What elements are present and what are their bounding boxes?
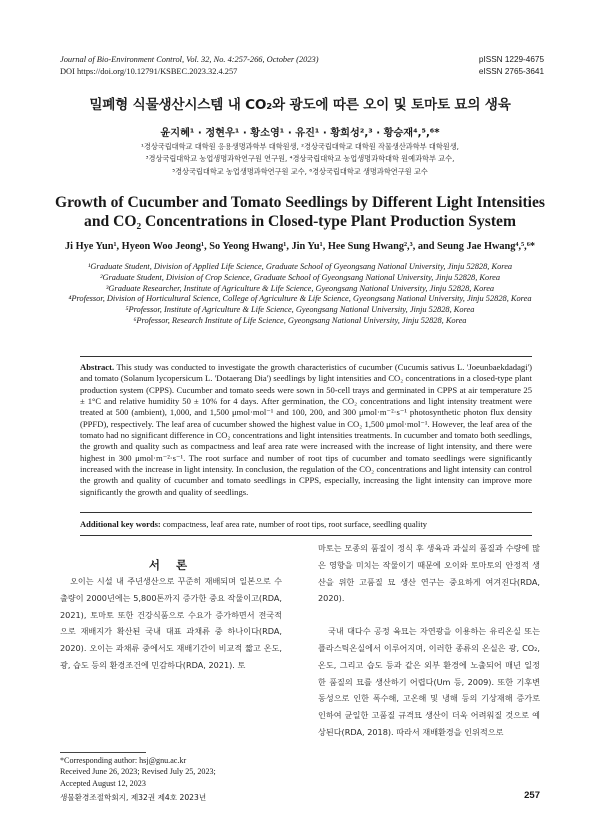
keywords-text: compactness, leaf area rate, number of root tips, root surface, seedling quality [160,519,428,529]
footnote [60,755,282,789]
intro-left-column: 오이는 시설 내 주년생산으로 꾸준히 재배되며 일본으로 수출량이 2000년에는 5,800톤까지 증가한 중요 작물이고(RDA, 2021), 토마토 또한 건강식품으로 수요가 증가하면서 전국적으로 재배지가 확산된 국내 대표 과채류 중 하나이다(RDA, 2020). 오이는 과채류 중에서도 재배기간이 비교적 짧고 온도, 광, 습도 등의 환경조건에 민감하다(RDA, 2021). 토 [60,576,282,670]
english-authors: Ji Hye Yun¹, Hyeon Woo Jeong¹, So Yeong Hwang¹, Jin Yu¹, Hee Sung Hwang²,³, and Seung Jae Hwang⁴,⁵,⁶* [65,241,535,252]
abstract-label: Abstract. [80,362,115,372]
pissn: pISSN 1229-4675 [478,55,544,64]
korean-affiliation-line: ¹경상국립대학교 대학원 응용생명과학부 대학원생, ²경상국립대학교 대학원 작물생산과학부 대학원생, [141,142,459,151]
korean-affiliation-line: ³경상국립대학교 농업생명과학연구원 연구원, ⁴경상국립대학교 농업생명과학대학 원예과학부 교수, [145,154,455,164]
section-title-introduction: 서 론 [148,558,194,572]
keywords-rule [80,535,532,536]
abstract [80,362,532,498]
footnote-rule [60,752,146,753]
english-affiliation-line: ²Graduate Student, Division of Crop Science, Graduate School of Gyeongsang National University, Jinju 52828, Korea [99,272,501,282]
english-affiliation-line: ⁵Professor, Institute of Agriculture & Life Science, Gyeongsang National University, Jinju 52828, Korea [125,305,475,315]
korean-affiliation-line: ⁵경상국립대학교 농업생명과학연구원 교수, ⁶경상국립대학교 생명과학연구원 교수 [172,166,428,176]
korean-affiliations [30,141,570,178]
keywords [80,519,532,529]
english-affiliation-line: ⁶Professor, Research Institute of Life Science, Gyeongsang National University, Jinju 52828, Korea [133,315,467,325]
corresponding-author: *Corresponding author: hsj@gnu.ac.kr [60,756,187,765]
issn-block [479,54,544,77]
page-number: 257 [524,790,540,801]
intro-paragraph: 국내 대다수 공정 육묘는 자연광을 이용하는 유리온실 또는 플라스틱온실에서 이루어지며, 이러한 종류의 온실은 광, CO₂, 온도, 그리고 습도 등과 같은 외부 환경에 노출되어 매년 일정한 품질의 묘를 생산하기 어렵다(Um 등, 2009). 또한 기후변동성으로 인한 폭수해, 고온해 및 냉해 등의 기상재해 증가로 인하여 균일한 고품질 규격묘 생산이 더욱 어려워질 것으로 예상된다(RDA, 2018). 따라서 재배환경을 인위적으로 [318,626,540,737]
journal-citation: Journal of Bio-Environment Control, Vol. 32, No. 4:257-266, October (2023) [60,55,319,64]
english-title-line: and CO₂ Concentrations in Closed-type Plant Production System [84,213,516,230]
english-affiliation-line: ¹Graduate Student, Division of Applied Life Science, Graduate School of Gyeongsang National University, Jinju 52828, Korea [87,262,513,271]
abstract-top-rule [80,356,532,357]
english-affiliation-line: ³Graduate Researcher, Institute of Agriculture & Life Science, Gyeongsang National University, Jinju 52828, Korea [105,283,495,293]
doi-line[interactable]: DOI https://doi.org/10.12791/KSBEC.2023.32.4.257 [60,66,238,76]
footer-journal: 생물환경조절학회지, 제32권 제4호 2023년 [60,793,207,802]
keywords-label: Additional key words: [80,519,161,529]
english-title-line: Growth of Cucumber and Tomato Seedlings by Different Light Intensities [55,194,545,211]
english-affiliations [40,262,560,327]
intro-paragraph: 마토는 모종의 품질이 정식 후 생육과 과실의 품질과 수량에 많은 영향을 미치는 작물이기 때문에 오이와 토마토의 안정적 생산을 위한 고품질 묘 생산 연구는 중요하게 여겨진다(RDA, 2020). [318,543,540,604]
abstract-bottom-rule [80,512,532,513]
intro-right-column [318,540,540,741]
journal-header [60,54,319,77]
korean-title: 밀폐형 식물생산시스템 내 CO₂와 광도에 따른 오이 및 토마토 묘의 생육 [89,97,511,113]
korean-authors: 윤지혜¹ · 정현우¹ · 황소영¹ · 유진¹ · 황희성²,³ · 황승재⁴,⁵,⁶* [160,128,440,139]
english-affiliation-line: ⁴Professor, Division of Horticultural Science, College of Agriculture & Life Science, Gyeongsang National University, Jinju 52828, Korea [68,294,532,304]
page-footer [60,792,540,803]
accepted-date: Accepted August 12, 2023 [60,778,146,788]
abstract-text: This study was conducted to investigate the growth characteristics of cucumber (Cucumis sativus L. 'Joeunbaekdadagi') and tomato (Solanum lycopersicum L. 'Dotaerang Dia') seedlings by light intensities and CO₂ concentrations in a closed-type plant production system (CPPS). Cucumber and tomato seeds were sown in 50-cell trays and germinated in CPPS at air temperature 25 ± 1°C and relative humidity 50 ± 10% for 4 days. After germination, the CO₂ concentrations and light intensity treatment were treated at 500 (ambient), 1,000, and 1,500 μmol·mol⁻¹ and 100, 200, and 300 μmol·m⁻²·s⁻¹ photosynthetic photon flux density (PPFD), respectively. The leaf area of cucumber showed the highest value in CO₂ 1,500 μmol·mol⁻¹. However, the leaf area of the tomato had no significant difference in CO₂ concentrations and light intensities treatments. In cucumber and tomato both seedlings, the growth and quality such as compactness and leaf area rate were increased with the increase of light intensity, and there were highest in 300 μmol·m⁻²·s⁻¹. The root surface and number of root tips of cucumber and tomato seedlings were significantly increased with the increase in light intensity. In conclusion, the regulation of the CO₂ concentrations and light intensity can control the growth and quality of cucumber and tomato seedlings in CPPS, especially, increasing the light intensity can improve more significantly the growth and quality of seedlings. [80,362,532,497]
received-dates: Received June 26, 2023; Revised July 25, 2023; [60,767,216,777]
english-title [30,193,570,231]
eissn: eISSN 2765-3641 [478,66,544,76]
